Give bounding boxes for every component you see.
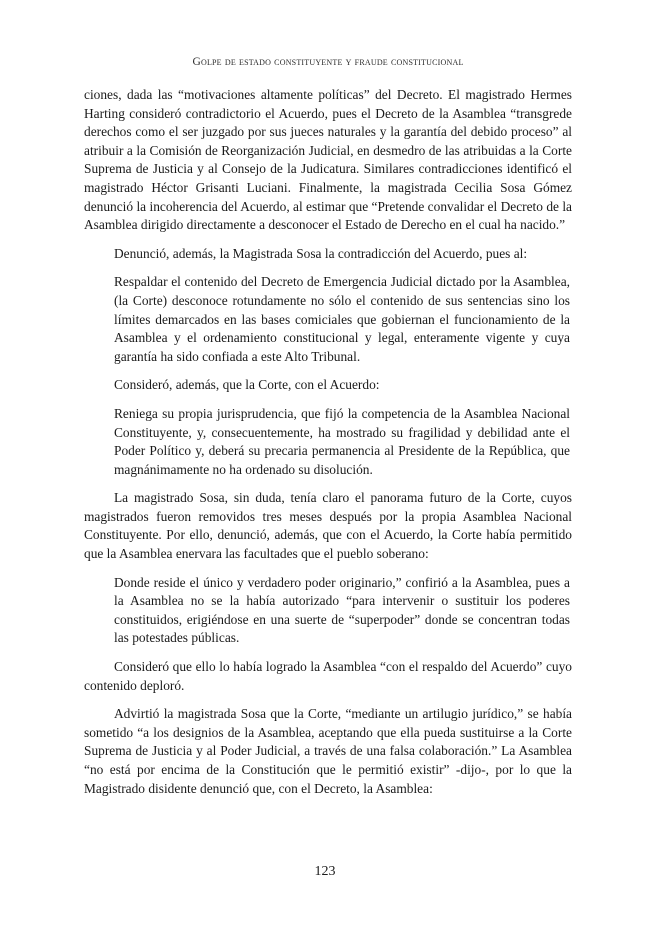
block-quote-3: Donde reside el único y verdadero poder originario,” confirió a la Asamblea, pues a la Asamblea no se la había autorizado “para intervenir o sustituir los poderes constituidos, erigiéndose en una suerte de “superpoder” donde se concentran todas las potestades públicas.: [114, 574, 570, 646]
body-text: [84, 86, 572, 798]
block-quote-1: Respaldar el contenido del Decreto de Emergencia Judicial dictado por la Asamblea, (la Corte) desconoce rotundamente no sólo el contenido de sus sentencias sino los límites demarcados en las bases comiciales que gobiernan el funcionamiento de la Asamblea y el ordenamiento constitucional y legal, enteramente vigente y cuya garantía ha sido confiada a este Alto Tribunal.: [114, 274, 570, 364]
paragraph-sosa: La magistrado Sosa, sin duda, tenía claro el panorama futuro de la Corte, cuyos magistrados fueron removidos tres meses después por la propia Asamblea Nacional Constituyente. Por ello, denunció, además, que con el Acuerdo, la Corte había permitido que la Asamblea enervara las facultades que el pueblo soberano:: [84, 490, 572, 562]
paragraph-intro-quote-2: Consideró, además, que la Corte, con el Acuerdo:: [114, 377, 380, 393]
paragraph-considero: Consideró que ello lo había logrado la Asamblea “con el respaldo del Acuerdo” cuyo contenido deploró.: [84, 659, 572, 693]
running-head: Golpe de estado constituyente y fraude constitucional: [192, 56, 464, 68]
paragraph-continuation: ciones, dada las “motivaciones altamente políticas” del Decreto. El magistrado Hermes Harting consideró contradictorio el Acuerdo, pues el Decreto de la Asamblea “transgrede derechos como el ser juzgado por sus jueces naturales y la garantía del debido proceso” al atribuir a la Comisión de Reorganización Judicial, en desmedro de las atribuidas a la Corte Suprema de Justicia y al Consejo de la Judicatura. Similares contradicciones identificó el magistrado Héctor Grisanti Luciani. Finalmente, la magistrada Cecilia Sosa Gómez denunció la incoherencia del Acuerdo, al estimar que “Pretende convalidar el Decreto de la Asamblea dirigido directamente a desconocer el Estado de Derecho en el cual ha nacido.”: [84, 87, 572, 233]
block-quote-2: Reniega su propia jurisprudencia, que fijó la competencia de la Asamblea Nacional Constituyente, y, consecuentemente, ha mostrado su fragilidad y debilidad ante el Poder Político y, deberá su precaria permanencia al Presidente de la República, que magnánimamente no ha ordenado su disolución.: [114, 405, 570, 477]
page-number: 123: [314, 864, 336, 879]
paragraph-advirtio: Advirtió la magistrada Sosa que la Corte, “mediante un artilugio jurídico,” se había sometido “a los designios de la Asamblea, aceptando que ella pueda sustituirse a la Corte Suprema de Justicia y al Poder Judicial, a través de una falsa colaboración.” La Asamblea “no está por encima de la Constitución que le permitió existir” -dijo-, por lo que la Magistrado disidente denunció que, con el Decreto, la Asamblea:: [84, 706, 572, 796]
paragraph-intro-quote-1: Denunció, además, la Magistrada Sosa la contradicción del Acuerdo, pues al:: [114, 245, 528, 261]
